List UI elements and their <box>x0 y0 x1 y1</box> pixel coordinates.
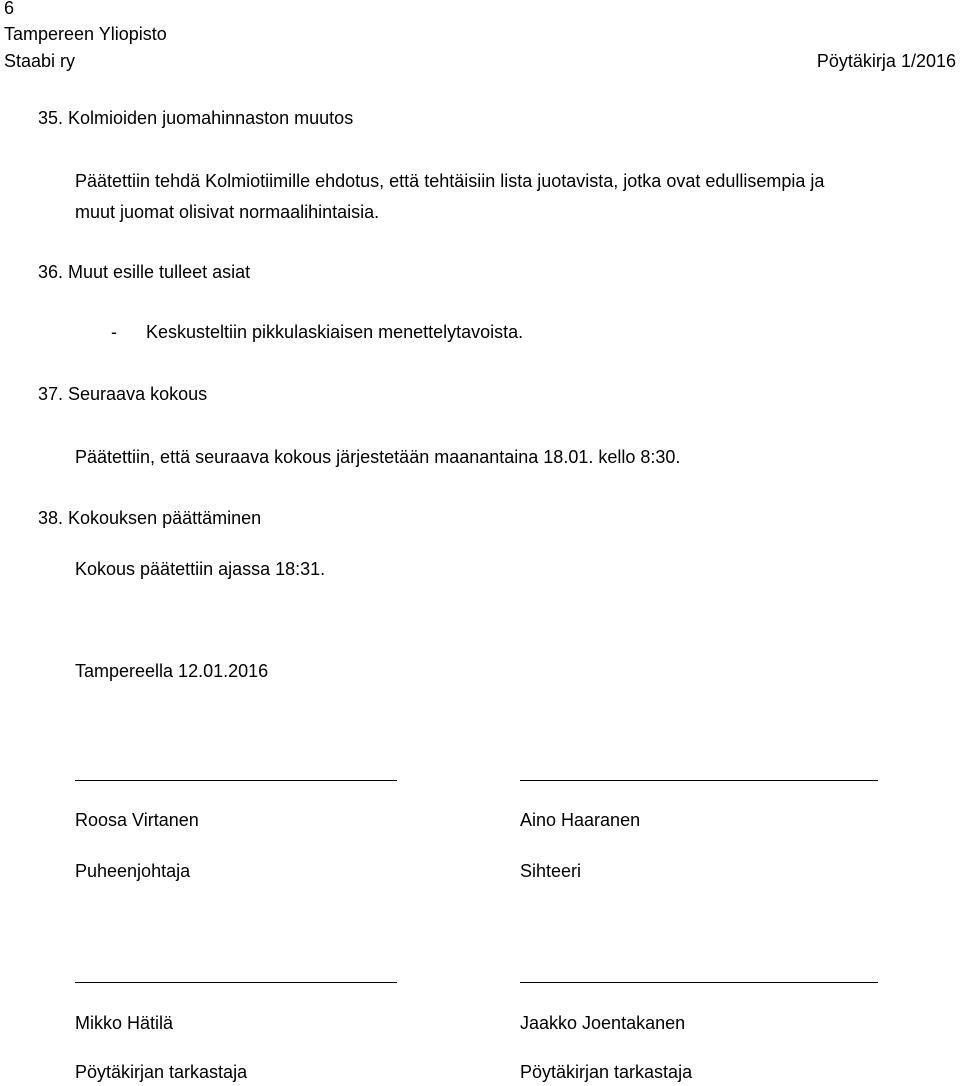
section-35-body-line-1: Päätettiin tehdä Kolmiotiimille ehdotus, että tehtäisiin lista juotavista, jotka ovat edullisempia ja <box>75 171 825 191</box>
signatory-role: Puheenjohtaja <box>75 861 191 881</box>
signature-line <box>75 982 397 983</box>
signatory-role: Sihteeri <box>520 861 582 881</box>
section-35-body-line-2: muut juomat olisivat normaalihintaisia. <box>75 202 380 222</box>
document-id: Pöytäkirja 1/2016 <box>816 51 956 71</box>
signatory-name: Jaakko Joentakanen <box>520 1013 686 1033</box>
section-35-heading: 35. Kolmioiden juomahinnaston muutos <box>38 108 354 128</box>
signatory-role: Pöytäkirjan tarkastaja <box>75 1062 248 1082</box>
section-37-body: Päätettiin, että seuraava kokous järjestetään maanantaina 18.01. kello 8:30. <box>75 447 681 467</box>
signatory-name: Aino Haaranen <box>520 810 641 830</box>
place-date: Tampereella 12.01.2016 <box>75 661 269 681</box>
association-name: Staabi ry <box>4 51 76 71</box>
section-36-bullet-text: Keskusteltiin pikkulaskiaisen menettelytavoista. <box>146 322 524 342</box>
section-38-body: Kokous päätettiin ajassa 18:31. <box>75 559 326 579</box>
signature-line <box>75 780 397 781</box>
section-38-heading: 38. Kokouksen päättäminen <box>38 508 262 528</box>
bullet-marker: - <box>111 322 117 342</box>
signatory-name: Roosa Virtanen <box>75 810 199 830</box>
signatory-name: Mikko Hätilä <box>75 1013 174 1033</box>
signature-line <box>520 780 878 781</box>
signatory-role: Pöytäkirjan tarkastaja <box>520 1062 693 1082</box>
organization-name: Tampereen Yliopisto <box>4 24 167 44</box>
page-number: 6 <box>4 0 15 18</box>
signature-line <box>520 982 878 983</box>
section-37-heading: 37. Seuraava kokous <box>38 384 208 404</box>
section-36-heading: 36. Muut esille tulleet asiat <box>38 262 251 282</box>
